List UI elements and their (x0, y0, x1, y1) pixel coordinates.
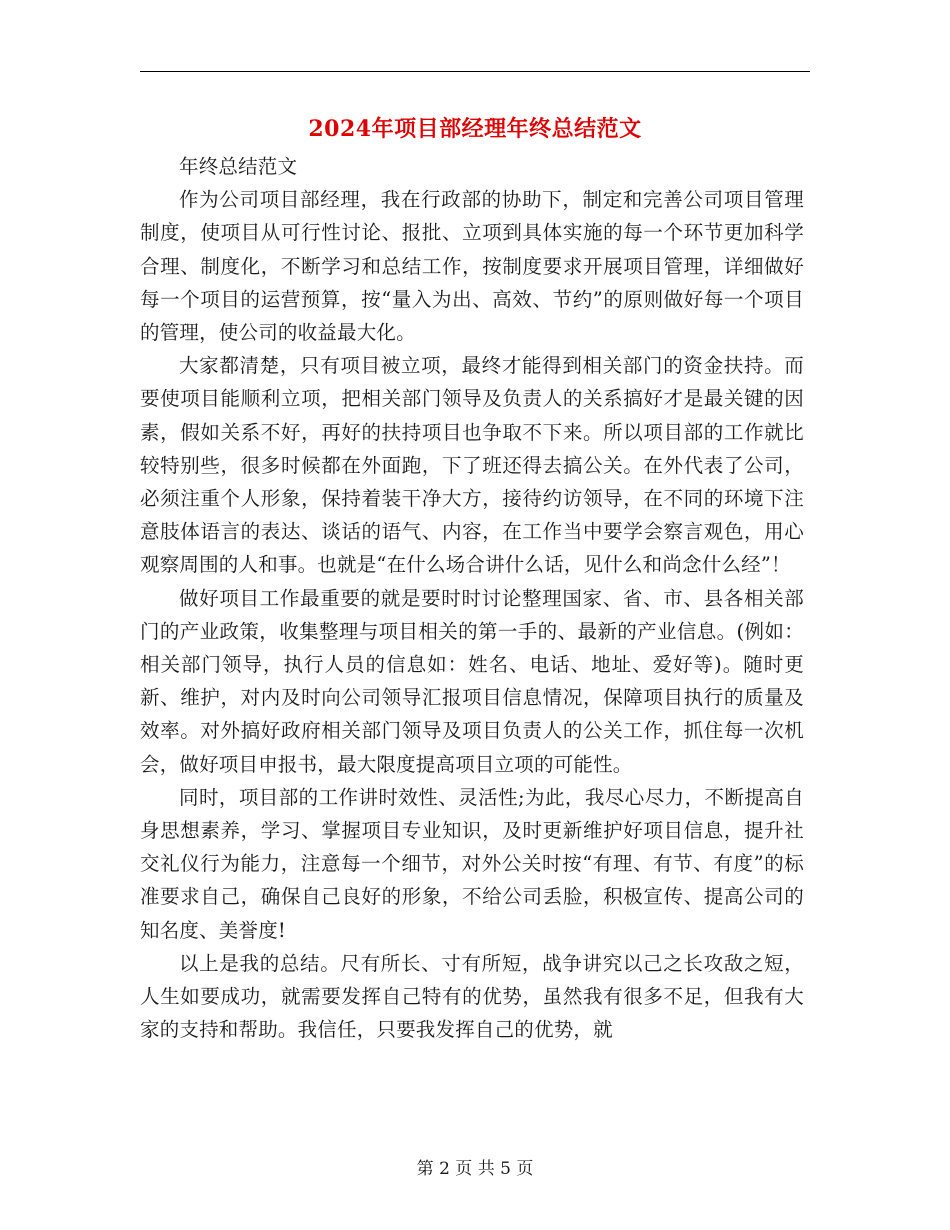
paragraph-subtitle: 年终总结范文 (179, 155, 298, 178)
page-number-footer: 第 2 页 共 5 页 (416, 1159, 534, 1179)
document-title: 2024年项目部经理年终总结范文 (308, 116, 642, 142)
paragraph: 做好项目工作最重要的就是要时时讨论整理国家、省、市、县各相关部门的产业政策，收集整理与项目相关的第一手的、最新的产业信息。(例如：相关部门领导，执行人员的信息如：姓名、电话、地址、爱好等)。随时更新、维护，对内及时向公司领导汇报项目信息情况，保障项目执行的质量及效率。对外搞好政府相关部门领导及项目负责人的公关工作，抓住每一次机会，做好项目申报书，最大限度提高项目立项的可能性。 (140, 586, 804, 776)
header-rule (140, 71, 810, 72)
paragraph: 同时，项目部的工作讲时效性、灵活性;为此，我尽心尽力，不断提高自身思想素养，学习、掌握项目专业知识，及时更新维护好项目信息，提升社交礼仪行为能力，注意每一个细节，对外公关时按“有理、有节、有度”的标准要求自己，确保自己良好的形象，不给公司丢脸，积极宣传、提高公司的知名度、美誉度! (140, 785, 804, 942)
document-body (140, 150, 804, 1046)
paragraph: 作为公司项目部经理，我在行政部的协助下，制定和完善公司项目管理制度，使项目从可行性讨论、报批、立项到具体实施的每一个环节更加科学合理、制度化，不断学习和总结工作，按制度要求开展项目管理，详细做好每一个项目的运营预算，按“量入为出、高效、节约”的原则做好每一个项目的管理，使公司的收益最大化。 (140, 188, 804, 345)
paragraph: 大家都清楚，只有项目被立项，最终才能得到相关部门的资金扶持。而要使项目能顺利立项，把相关部门领导及负责人的关系搞好才是最关键的因素，假如关系不好，再好的扶持项目也争取不下来。所以项目部的工作就比较特别些，很多时候都在外面跑，下了班还得去搞公关。在外代表了公司，必须注重个人形象，保持着装干净大方，接待约访领导，在不同的环境下注意肢体语言的表达、谈话的语气、内容，在工作当中要学会察言观色，用心观察周围的人和事。也就是“在什么场合讲什么话，见什么和尚念什么经”！ (140, 354, 804, 577)
paragraph: 以上是我的总结。尺有所长、寸有所短，战争讲究以己之长攻敌之短，人生如要成功，就需要发挥自己特有的优势，虽然我有很多不足，但我有大家的支持和帮助。我信任，只要我发挥自己的优势，就 (140, 951, 804, 1042)
